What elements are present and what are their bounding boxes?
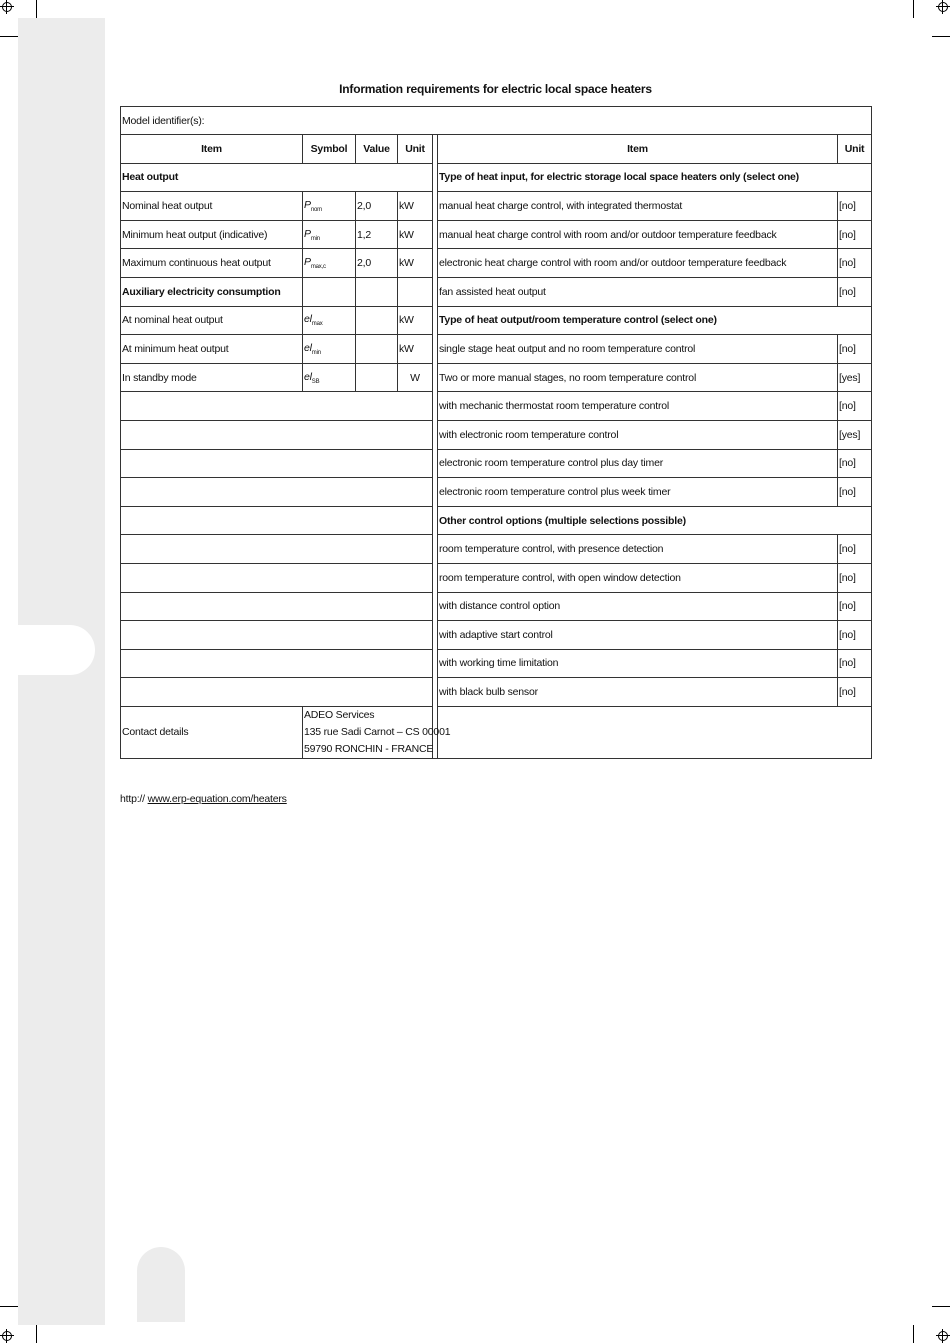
control-unit: [no] bbox=[838, 478, 872, 507]
empty-cell bbox=[121, 478, 433, 507]
table-row bbox=[121, 335, 872, 364]
table-row bbox=[121, 535, 872, 564]
at-minimum-unit: kW bbox=[398, 335, 433, 364]
footer-url-link[interactable]: www.erp-equation.com/heaters bbox=[147, 793, 287, 805]
table-row bbox=[121, 506, 872, 535]
standby-value bbox=[356, 363, 398, 392]
heat-input-item: manual heat charge control, with integrated thermostat bbox=[438, 192, 838, 221]
registration-mark-icon bbox=[936, 0, 950, 14]
contact-label: Contact details bbox=[121, 706, 303, 758]
empty-cell bbox=[121, 535, 433, 564]
at-minimum-symbol: $el_{min}$ bbox=[303, 335, 356, 364]
control-item: Two or more manual stages, no room temperature control bbox=[438, 363, 838, 392]
nominal-heat-output-unit: kW bbox=[398, 192, 433, 221]
heat-input-unit: [no] bbox=[838, 220, 872, 249]
other-option-item: room temperature control, with open window detection bbox=[438, 563, 838, 592]
table-row bbox=[121, 478, 872, 507]
other-option-unit: [no] bbox=[838, 535, 872, 564]
table-row bbox=[121, 420, 872, 449]
nominal-heat-output-label: Nominal heat output bbox=[121, 192, 303, 221]
other-option-unit: [no] bbox=[838, 621, 872, 650]
heat-input-unit: [no] bbox=[838, 249, 872, 278]
footer-url bbox=[120, 793, 287, 805]
control-unit: [no] bbox=[838, 335, 872, 364]
control-unit: [no] bbox=[838, 449, 872, 478]
control-unit: [yes] bbox=[838, 363, 872, 392]
nominal-heat-output-symbol: $P_{nom}$ bbox=[303, 192, 356, 221]
empty-cell bbox=[356, 277, 398, 306]
registration-mark-icon bbox=[936, 1329, 950, 1343]
contact-street: 135 rue Sadi Carnot – CS 00001 bbox=[304, 725, 451, 738]
other-option-item: with black bulb sensor bbox=[438, 678, 838, 707]
control-item: single stage heat output and no room temperature control bbox=[438, 335, 838, 364]
page-number-tab bbox=[137, 1247, 185, 1322]
crop-mark bbox=[913, 1325, 914, 1343]
table-header-row bbox=[121, 135, 872, 164]
minimum-heat-output-unit: kW bbox=[398, 220, 433, 249]
at-nominal-label: At nominal heat output bbox=[121, 306, 303, 335]
empty-cell bbox=[121, 506, 433, 535]
empty-cell bbox=[121, 563, 433, 592]
control-heading: Type of heat output/room temperature control (select one) bbox=[438, 306, 872, 335]
info-table bbox=[120, 106, 872, 759]
model-identifier-cell: Model identifier(s): bbox=[121, 107, 872, 135]
table-row bbox=[121, 678, 872, 707]
empty-cell bbox=[121, 449, 433, 478]
registration-mark-icon bbox=[0, 0, 14, 14]
empty-cell bbox=[303, 277, 356, 306]
side-margin-tab bbox=[18, 625, 95, 675]
empty-cell bbox=[121, 592, 433, 621]
control-item: electronic room temperature control plus day timer bbox=[438, 449, 838, 478]
control-item: electronic room temperature control plus week timer bbox=[438, 478, 838, 507]
heat-input-heading: Type of heat input, for electric storage local space heaters only (select one) bbox=[438, 163, 872, 192]
other-option-unit: [no] bbox=[838, 563, 872, 592]
crop-mark bbox=[0, 36, 18, 37]
table-row bbox=[121, 649, 872, 678]
crop-mark bbox=[36, 1325, 37, 1343]
standby-label: In standby mode bbox=[121, 363, 303, 392]
other-option-unit: [no] bbox=[838, 592, 872, 621]
aux-consumption-heading: Auxiliary electricity consumption bbox=[121, 277, 303, 306]
crop-mark bbox=[932, 36, 950, 37]
heat-output-heading: Heat output bbox=[121, 163, 433, 192]
control-item: with electronic room temperature control bbox=[438, 420, 838, 449]
empty-cell bbox=[121, 392, 433, 421]
header-item: Item bbox=[121, 135, 303, 164]
header-value: Value bbox=[356, 135, 398, 164]
header-symbol: Symbol bbox=[303, 135, 356, 164]
empty-cell bbox=[121, 678, 433, 707]
heat-input-unit: [no] bbox=[838, 277, 872, 306]
other-option-item: with adaptive start control bbox=[438, 621, 838, 650]
other-option-item: room temperature control, with presence detection bbox=[438, 535, 838, 564]
table-row bbox=[121, 277, 872, 306]
other-option-item: with distance control option bbox=[438, 592, 838, 621]
maximum-heat-output-value: 2,0 bbox=[356, 249, 398, 278]
crop-mark bbox=[36, 0, 37, 18]
at-minimum-label: At minimum heat output bbox=[121, 335, 303, 364]
standby-symbol: $el_{SB}$ bbox=[303, 363, 356, 392]
control-unit: [no] bbox=[838, 392, 872, 421]
nominal-heat-output-value: 2,0 bbox=[356, 192, 398, 221]
crop-mark bbox=[0, 1306, 18, 1307]
header-unit: Unit bbox=[398, 135, 433, 164]
minimum-heat-output-label: Minimum heat output (indicative) bbox=[121, 220, 303, 249]
crop-mark bbox=[932, 1306, 950, 1307]
empty-cell bbox=[398, 277, 433, 306]
control-item: with mechanic thermostat room temperature control bbox=[438, 392, 838, 421]
control-unit: [yes] bbox=[838, 420, 872, 449]
maximum-heat-output-symbol: $P_{max,c}$ bbox=[303, 249, 356, 278]
standby-unit: W bbox=[398, 363, 433, 392]
other-option-unit: [no] bbox=[838, 649, 872, 678]
header-unit-right: Unit bbox=[838, 135, 872, 164]
table-row bbox=[121, 163, 872, 192]
table-row bbox=[121, 363, 872, 392]
page-title: Information requirements for electric local space heaters bbox=[339, 82, 652, 96]
at-nominal-unit: kW bbox=[398, 306, 433, 335]
table-row bbox=[121, 449, 872, 478]
crop-mark bbox=[913, 0, 914, 18]
header-item-right: Item bbox=[438, 135, 838, 164]
footer-url-prefix: http:// bbox=[120, 793, 145, 805]
minimum-heat-output-symbol: $P_{min}$ bbox=[303, 220, 356, 249]
other-option-item: with working time limitation bbox=[438, 649, 838, 678]
contact-city: 59790 RONCHIN - FRANCE bbox=[304, 742, 434, 755]
heat-input-item: fan assisted heat output bbox=[438, 277, 838, 306]
at-minimum-value bbox=[356, 335, 398, 364]
heat-input-item: electronic heat charge control with room and/or outdoor temperature feedback bbox=[438, 249, 838, 278]
table-row bbox=[121, 249, 872, 278]
other-options-heading: Other control options (multiple selections possible) bbox=[438, 506, 872, 535]
at-nominal-value bbox=[356, 306, 398, 335]
empty-cell bbox=[121, 420, 433, 449]
table-row bbox=[121, 306, 872, 335]
heat-input-unit: [no] bbox=[838, 192, 872, 221]
maximum-heat-output-label: Maximum continuous heat output bbox=[121, 249, 303, 278]
contact-address bbox=[303, 706, 872, 758]
heat-input-item: manual heat charge control with room and/or outdoor temperature feedback bbox=[438, 220, 838, 249]
contact-company: ADEO Services bbox=[304, 708, 375, 721]
empty-cell bbox=[121, 621, 433, 650]
table-row bbox=[121, 621, 872, 650]
table-row bbox=[121, 592, 872, 621]
maximum-heat-output-unit: kW bbox=[398, 249, 433, 278]
table-row bbox=[121, 392, 872, 421]
other-option-unit: [no] bbox=[838, 678, 872, 707]
table-row bbox=[121, 192, 872, 221]
contact-row bbox=[121, 706, 872, 758]
empty-cell bbox=[121, 649, 433, 678]
registration-mark-icon bbox=[0, 1329, 14, 1343]
minimum-heat-output-value: 1,2 bbox=[356, 220, 398, 249]
table-row bbox=[121, 220, 872, 249]
at-nominal-symbol: $el_{max}$ bbox=[303, 306, 356, 335]
table-row bbox=[121, 563, 872, 592]
